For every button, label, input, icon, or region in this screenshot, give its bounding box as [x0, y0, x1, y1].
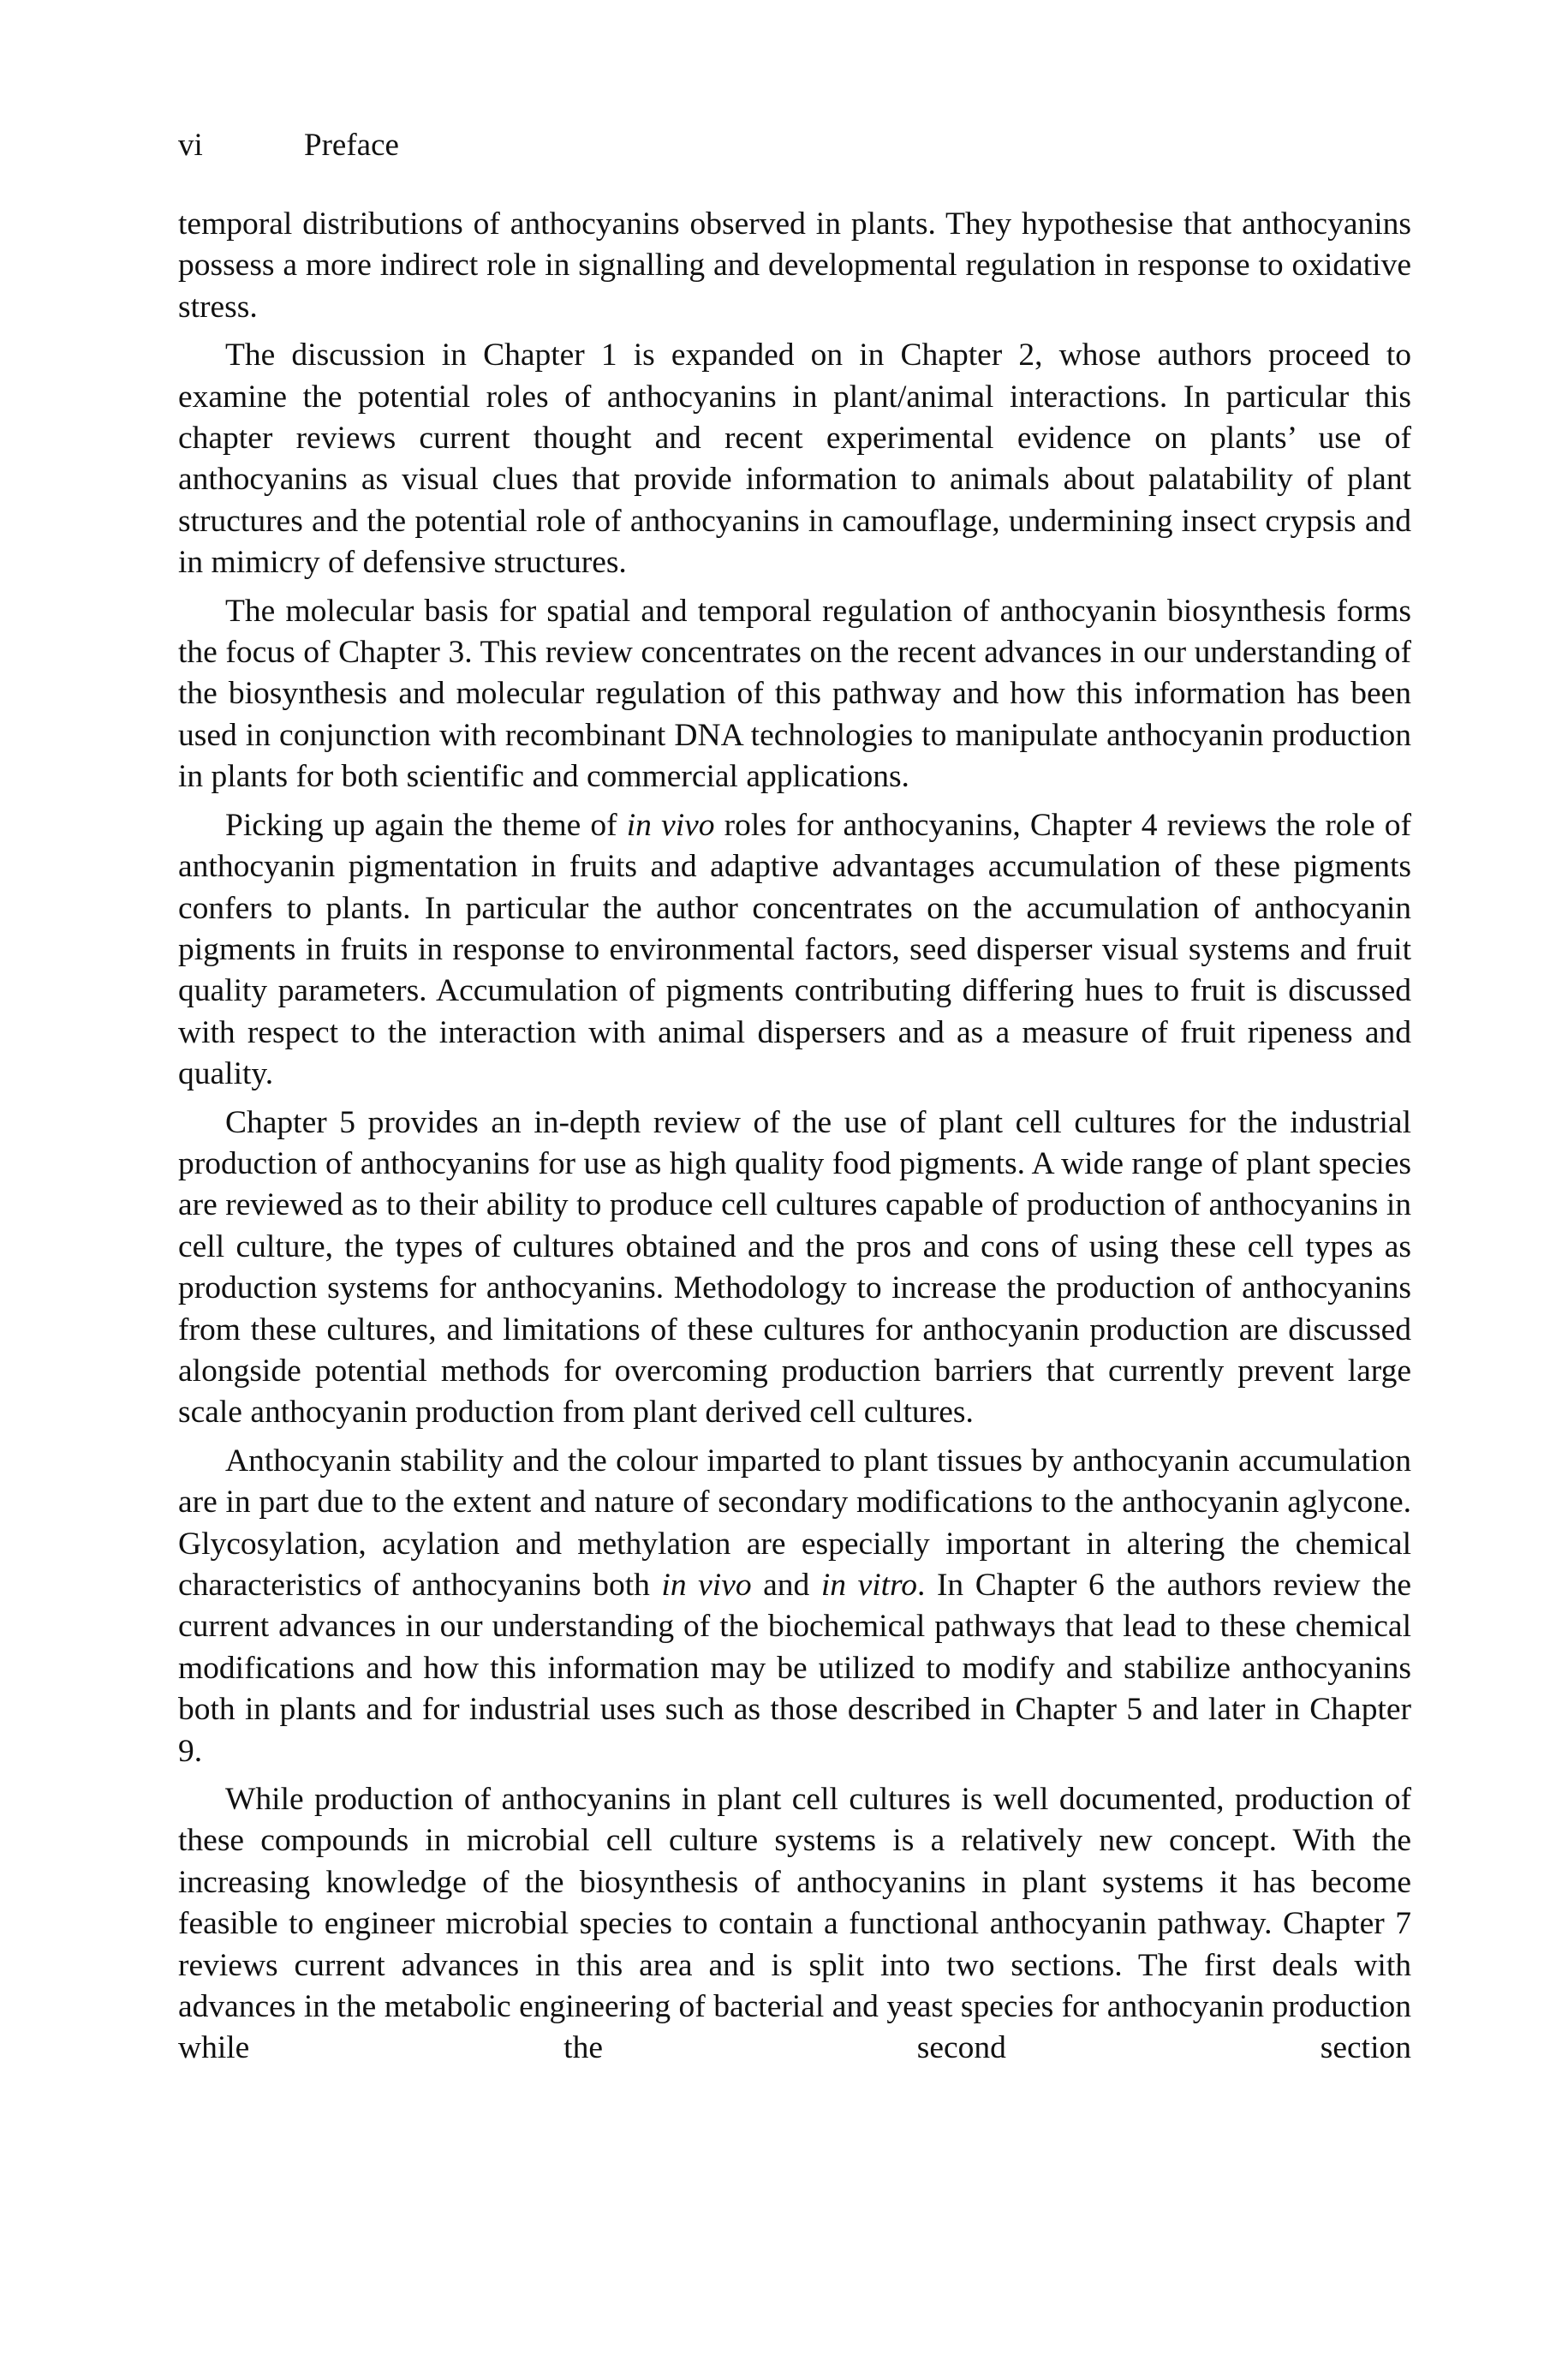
paragraph-text: Picking up again the theme of: [225, 807, 627, 843]
paragraph-text: and: [751, 1568, 821, 1603]
paragraph-chapter-2: The discussion in Chapter 1 is expanded on in Chapter 2, whose authors proceed to examine the potential roles of anthocyanins in plant/animal interactions. In particular this chapter reviews current thought and recent experimental evidence on plants’ use of anthocyanins as visual clues that provide information to animals about palatability of plant structures and the potential role of anthocyanins in camouflage, undermining insect crypsis and in mimicry of defensive structures.: [178, 338, 1411, 581]
italic-term: in vivo: [661, 1568, 752, 1603]
paragraph-chapter-3: The molecular basis for spatial and temporal regulation of anthocyanin biosynthesis forms the focus of Chapter 3. This review concentrates on the recent advances in our understanding of the biosynthesis and molecular regulation of this pathway and how this information has been used in conjunction with recombinant DNA technologies to manipulate anthocyanin production in plants for both scientific and commercial applications.: [178, 593, 1411, 795]
paragraph-text: . In Chapter 6 the authors review the current advances in our understanding of the biochemical pathways that lead to these chemical modifications and how this information may be utilized to modify and stabilize anthocyanins both in plants and for industrial uses such as those described in Chapter 5 and later in Chapter 9.: [178, 1568, 1411, 1769]
italic-term: in vivo: [626, 807, 715, 843]
paragraph-text: roles for anthocyanins, Chapter 4 reviews the role of anthocyanin pigmentation in fruits and adaptive advantages accumulation of these pigments confers to plants. In particular the author concentrates on the accumulation of anthocyanin pigments in fruits in response to environmental factors, seed disperser visual systems and fruit quality parameters. Accumulation of pigments contributing differing hues to fruit is discussed with respect to the interaction with animal dispersers and as a measure of fruit ripeness and quality.: [178, 807, 1411, 1092]
page-number: vi: [178, 128, 203, 163]
paragraph-text: Anthocyanin stability and the colour imparted to plant tissues by anthocyanin accumulation are in part due to the extent and nature of secondary modifications to the anthocyanin aglycone. Glycosylation, acylation and methylation are especially important in altering the chemical characteristics of anthocyanins both: [178, 1443, 1411, 1603]
body-text: [178, 204, 1411, 2076]
paragraph-continued: temporal distributions of anthocyanins observed in plants. They hypothesise that anthocyanins possess a more indirect role in signalling and developmental regulation in response to oxidative stress.: [178, 206, 1411, 325]
paragraph-chapter-4: [178, 805, 1411, 1096]
running-title: Preface: [304, 128, 399, 163]
running-head: [178, 125, 399, 166]
paragraph-chapter-7: While production of anthocyanins in plant cell cultures is well documented, production of these compounds in microbial cell culture systems is a relatively new concept. With the increasing knowledge of the biosynthesis of anthocyanins in plant systems it has become feasible to engineer microbial species to contain a functional anthocyanin pathway. Chapter 7 reviews current advances in this area and is split into two sections. The first deals with advances in the metabolic engineering of bacterial and yeast species for anthocyanin production while the second section: [178, 1782, 1411, 2066]
paragraph-chapter-6: [178, 1441, 1411, 1772]
italic-term: in vitro: [820, 1568, 918, 1603]
paragraph-chapter-5: Chapter 5 provides an in-depth review of the use of plant cell cultures for the industrial production of anthocyanins for use as high quality food pigments. A wide range of plant species are reviewed as to their ability to produce cell cultures capable of production of anthocyanins in cell culture, the types of cultures obtained and the pros and cons of using these cell types as production systems for anthocyanins. Methodology to increase the production of anthocyanins from these cultures, and limitations of these cultures for anthocyanin production are discussed alongside potential methods for overcoming production barriers that currently prevent large scale anthocyanin production from plant derived cell cultures.: [178, 1104, 1411, 1431]
